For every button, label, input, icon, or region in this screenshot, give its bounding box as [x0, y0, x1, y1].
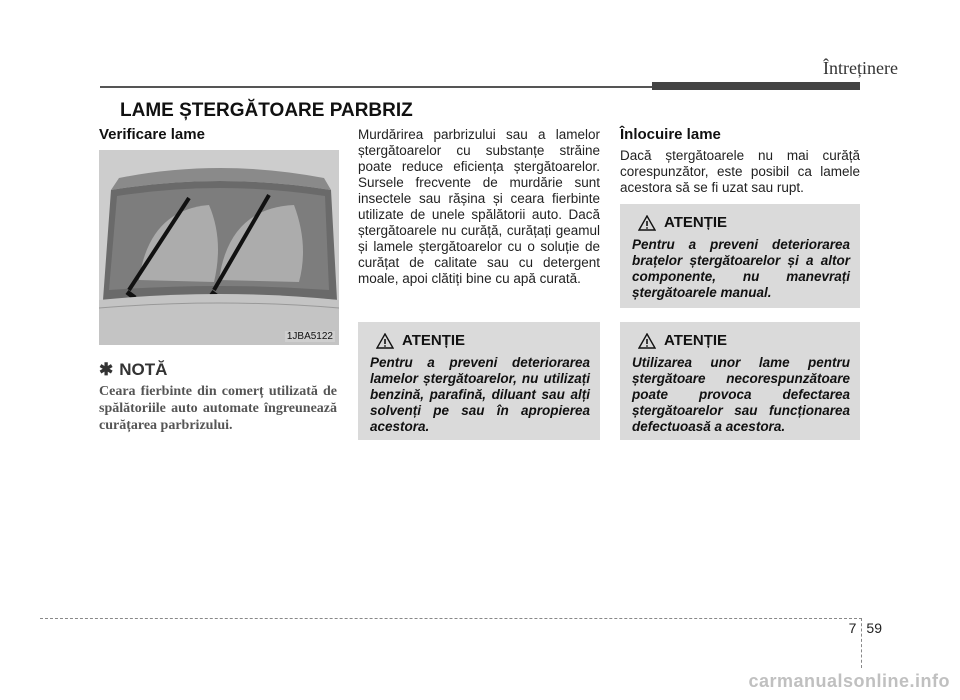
warning-text: Pentru a preveni deteriorarea lamelor ștergătoarelor, nu utilizați benzină, parafină, diluant sau alți solvenți pe sau în apropierea acestora. — [370, 355, 590, 434]
warning-header — [632, 214, 850, 231]
page-number — [849, 620, 882, 636]
warning-triangle-icon — [638, 333, 656, 349]
replace-paragraph: Dacă ștergătoarele nu mai curăță corespunzător, este posibil ca lamele acestora să se fi uzat sau rupt. — [620, 148, 860, 195]
header-tab-bar — [652, 82, 860, 90]
warning-text: Pentru a preveni deteriorarea brațelor ștergătoarelor și a altor componente, nu manevrați ștergătoarele manual. — [632, 237, 850, 300]
warning-text: Utilizarea unor lame pentru ștergătoare necorespunzătoare poate provoca defectarea ștergătoarelor sau funcționarea defectuoasă a acestora. — [632, 355, 850, 434]
chapter-number: 7 — [848, 620, 857, 636]
heading-check-blades: Verificare lame — [99, 126, 205, 143]
footer-dashed-rule — [40, 618, 862, 619]
warning-title: ATENȚIE — [664, 332, 728, 349]
heading-replace-blades: Înlocuire lame — [620, 126, 721, 143]
warning-triangle-icon — [376, 333, 394, 349]
warning-header — [632, 332, 850, 349]
image-code-label: 1JBA5122 — [286, 331, 333, 342]
note-label: NOTĂ — [119, 360, 168, 379]
cleaning-paragraph: Murdărirea parbrizului sau a lamelor ștergătoarelor cu substanțe străine poate reduce eficiența ștergătoarelor. Sursele frecvente de murdărie sunt insectele sau rășina și ceara fierbinte utilizate de unele spălătorii auto. Dacă ștergătoarele nu curăță, curățați geamul și lamele ștergătoarelor cu o soluție de curățat de calitate sau cu detergent moale, apoi clătiți bine cu apă curată. — [358, 127, 600, 286]
windshield-wipers-illustration — [99, 150, 339, 345]
page-number-value: 59 — [866, 620, 882, 636]
star-icon: ✱ — [99, 360, 114, 379]
warning-title: ATENȚIE — [402, 332, 466, 349]
watermark: carmanualsonline.info — [748, 671, 950, 691]
note-heading — [99, 360, 167, 380]
section-title: LAME ȘTERGĂTOARE PARBRIZ — [120, 100, 413, 121]
warning-triangle-icon — [638, 215, 656, 231]
windshield-wipers-photo — [99, 150, 339, 345]
warning-box-manual-operation — [620, 204, 860, 308]
note-text: Ceara fierbinte din comerț utilizată de spălătoriile auto automate îngreunează curățarea parbrizului. — [99, 384, 337, 433]
warning-title: ATENȚIE — [664, 214, 728, 231]
warning-box-solvents — [358, 322, 600, 440]
chapter-header-title: Întreținere — [823, 58, 898, 78]
warning-header — [370, 332, 590, 349]
warning-box-improper-blades — [620, 322, 860, 440]
